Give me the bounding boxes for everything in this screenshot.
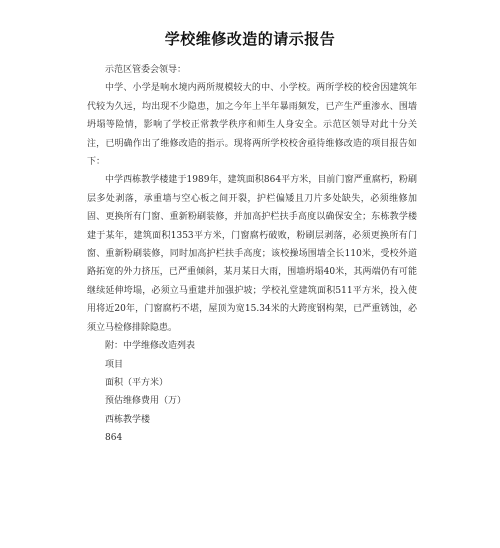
attachment-line: 附：中学维修改造列表	[105, 341, 196, 352]
document-title: 学校维修改造的请示报告	[164, 30, 336, 48]
table-line-area: 面积（平方米）	[105, 377, 169, 388]
table-line-cost: 预估维修费用（万）	[105, 396, 187, 407]
salutation: 示范区管委会领导：	[105, 65, 187, 75]
document-body	[87, 61, 417, 448]
details-paragraph: 中学西栋教学楼建于1989年，建筑面积864平方米，目前门窗严重腐朽，粉刷层多处剥落，承重墙与空心板之间开裂，护栏偏矮且刀片多处缺失，必须维修加固、更换所有门窗、重新粉刷装修，并加高护栏扶手高度以确保安全；东栋教学楼建于某年，建筑面积1353平方米，门窗腐朽破败，粉刷层剥落，必须更换所有门窗、重新粉刷装修，同时加高护栏扶手高度；该校操场围墙全长110米，受校外道路拓宽的外力挤压，已严重倾斜，某月某日大雨，围墙坍塌40米，其两端仍有可能继续延伸垮塌，必须立马重建并加强护坡；学校礼堂建筑面积511平方米，投入使用将近20年，门窗腐朽不堪，屋顶为宽15.34米的大跨度钢构架，已严重锈蚀，必须立马检修排除隐患。	[87, 175, 417, 333]
table-line-item: 项目	[105, 359, 124, 370]
intro-paragraph: 中学、小学是响水境内两所规模较大的中、小学校。两所学校的校舍因建筑年代较为久远，均出现不少隐患，加之今年上半年暴雨频发，已产生严重渗水、围墙坍塌等险情，影响了学校正常教学秩序和师生人身安全。示范区领导对此十分关注，已明确作出了维修改造的指示。现将两所学校校舍亟待维修改造的项目报告如下：	[87, 83, 417, 168]
table-line-value: 864	[105, 433, 123, 444]
table-line-building: 西栋教学楼	[105, 414, 151, 425]
